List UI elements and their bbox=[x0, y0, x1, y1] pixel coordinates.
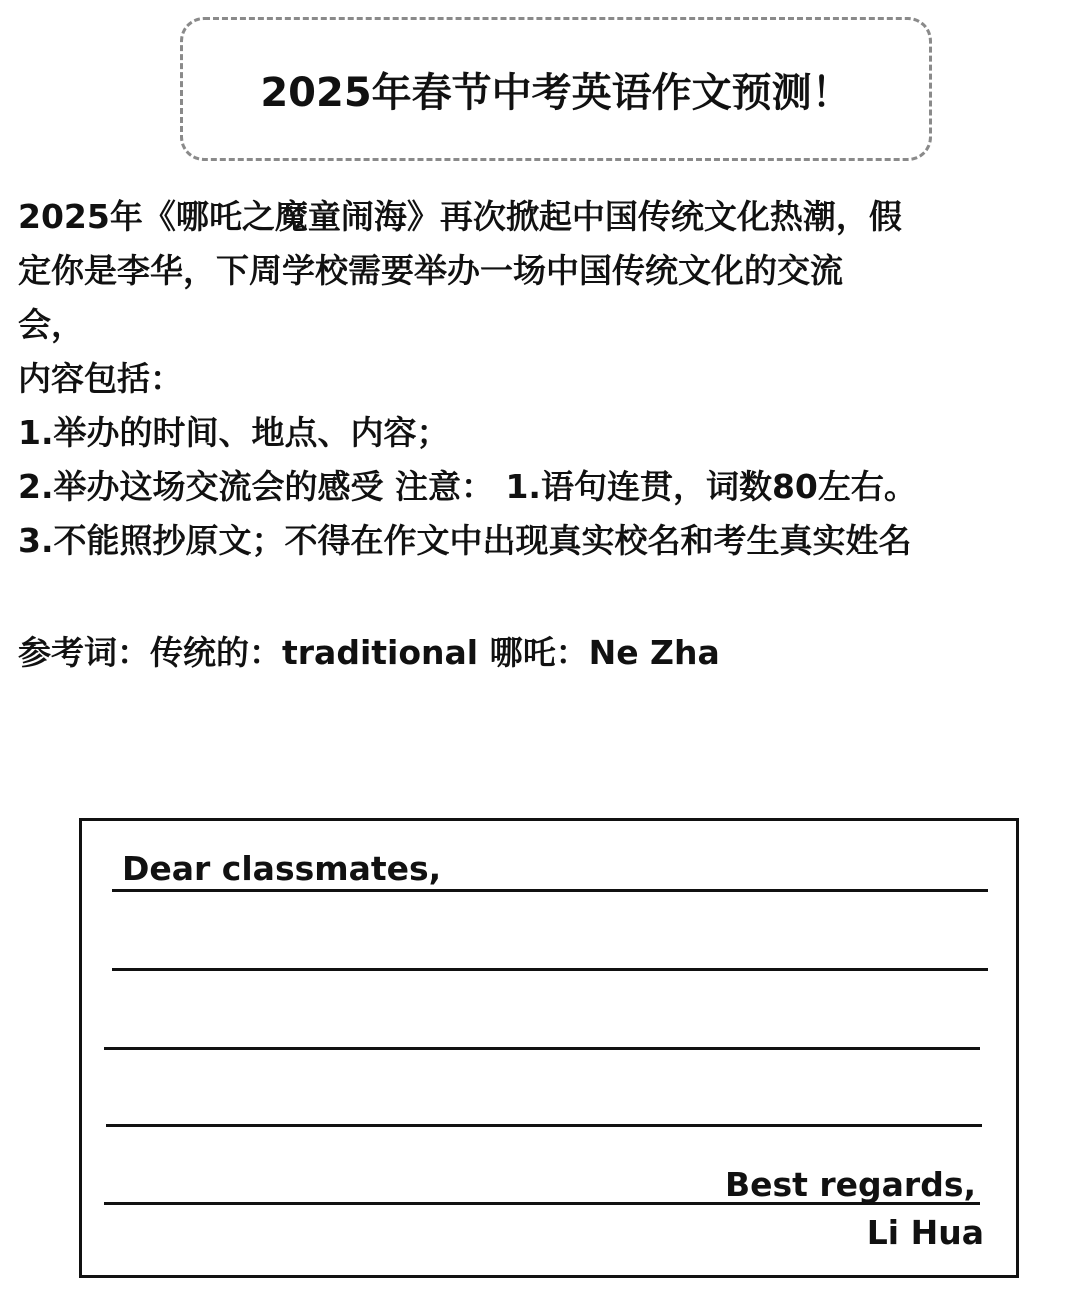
letter-greeting: Dear classmates, bbox=[122, 849, 442, 888]
letter-closing: Best regards, bbox=[724, 1165, 976, 1204]
title-box bbox=[180, 17, 932, 161]
writing-line bbox=[112, 889, 988, 892]
writing-prompt bbox=[18, 190, 1080, 568]
letter-answer-box bbox=[79, 818, 1019, 1278]
reference-vocabulary: 参考词：传统的：traditional 哪吒：Ne Zha bbox=[18, 633, 720, 672]
prompt-line: 2025年《哪吒之魔童闹海》再次掀起中国传统文化热潮，假 bbox=[18, 197, 902, 236]
prompt-line: 会， bbox=[18, 305, 84, 344]
prompt-line: 定你是李华，下周学校需要举办一场中国传统文化的交流 bbox=[18, 251, 843, 290]
writing-line bbox=[104, 1047, 980, 1050]
writing-line bbox=[106, 1124, 982, 1127]
letter-signature: Li Hua bbox=[866, 1213, 984, 1252]
page-title: 2025年春节中考英语作文预测！ bbox=[260, 69, 852, 116]
prompt-line: 2.举办这场交流会的感受 注意： 1.语句连贯，词数80左右。 bbox=[18, 467, 917, 506]
prompt-line: 3.不能照抄原文；不得在作文中出现真实校名和考生真实姓名 bbox=[18, 521, 912, 560]
writing-line bbox=[112, 968, 988, 971]
prompt-line: 内容包括： bbox=[18, 359, 183, 398]
prompt-line: 1.举办的时间、地点、内容； bbox=[18, 413, 450, 452]
